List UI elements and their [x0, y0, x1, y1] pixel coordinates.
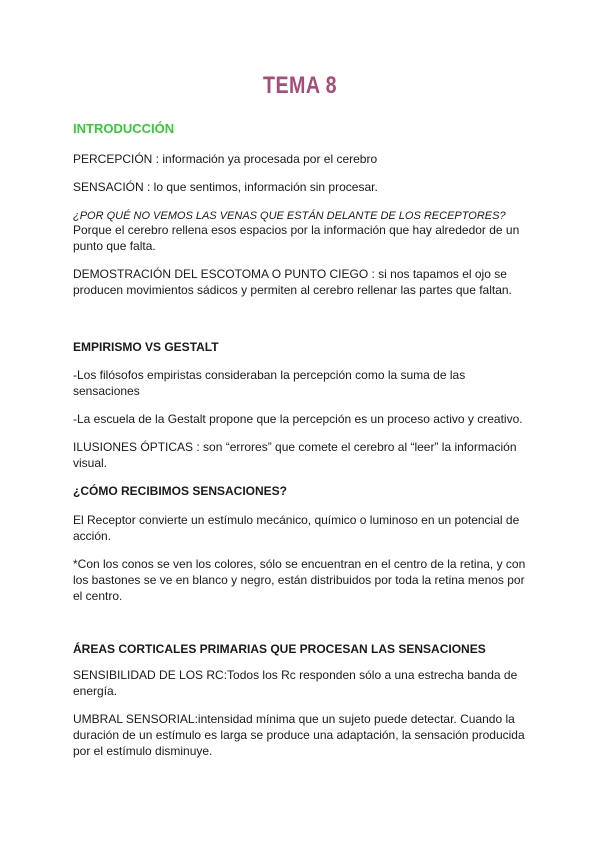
paragraph-umbral: UMBRAL SENSORIAL:intensidad mínima que un sujeto puede detectar. Cuando la duración de un estímulo es larga se produce una adaptación, la sensación producida por el estímulo disminuye. [73, 712, 525, 758]
section-heading-recibimos: ¿CÓMO RECIBIMOS SENSACIONES? [73, 484, 288, 498]
section-heading-introduccion: INTRODUCCIÓN [73, 121, 175, 136]
paragraph-sensibilidad: SENSIBILIDAD DE LOS RC:Todos los Rc responden sólo a una estrecha banda de energía. [73, 668, 518, 698]
paragraph-escotoma: DEMOSTRACIÓN DEL ESCOTOMA O PUNTO CIEGO : si nos tapamos el ojo se producen movimientos sádicos y permiten al cerebro rellenar las partes que faltan. [73, 267, 512, 297]
page-title: TEMA 8 [263, 72, 337, 99]
paragraph-percepcion: PERCEPCIÓN : información ya procesada por el cerebro [73, 152, 378, 166]
paragraph-ilusiones: ILUSIONES ÓPTICAS : son “errores” que comete el cerebro al “leer” la información visual. [73, 440, 517, 470]
question-venas: ¿POR QUÉ NO VEMOS LAS VENAS QUE ESTÁN DELANTE DE LOS RECEPTORES? [73, 210, 506, 222]
paragraph-answer-venas: Porque el cerebro rellena esos espacios por la información que hay alrededor de un punto que falta. [73, 223, 520, 253]
paragraph-sensacion: SENSACIÓN : lo que sentimos, información sin procesar. [73, 180, 378, 194]
paragraph-empiristas: -Los filósofos empiristas consideraban la percepción como la suma de las sensaciones [73, 368, 466, 398]
paragraph-conos-bastones: *Con los conos se ven los colores, sólo se encuentran en el centro de la retina, y con los bastones se ve en blanco y negro, están distribuidos por toda la retina menos por el centro. [73, 557, 526, 603]
section-heading-areas: ÁREAS CORTICALES PRIMARIAS QUE PROCESAN LAS SENSACIONES [73, 642, 486, 656]
paragraph-receptor: El Receptor convierte un estímulo mecánico, químico o luminoso en un potencial de acción. [73, 513, 520, 543]
section-heading-empirismo: EMPIRISMO VS GESTALT [73, 340, 219, 354]
paragraph-gestalt: -La escuela de la Gestalt propone que la percepción es un proceso activo y creativo. [73, 412, 523, 426]
